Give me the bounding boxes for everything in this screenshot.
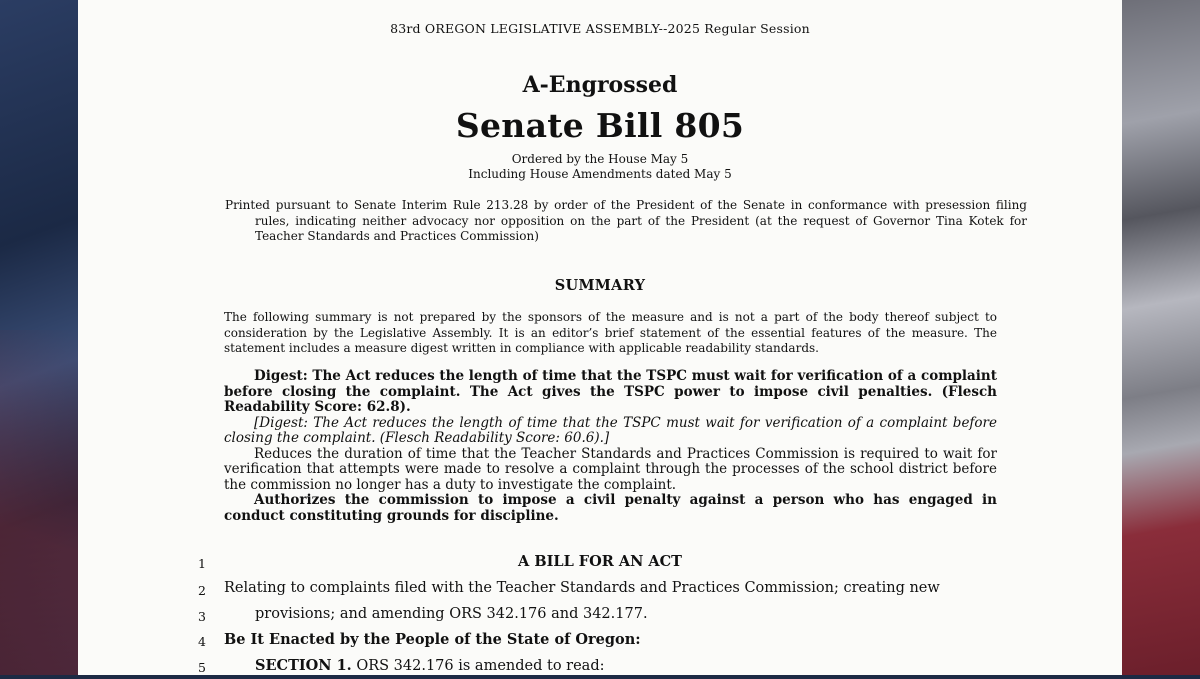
engrossed-label: A-Engrossed bbox=[522, 72, 678, 98]
summary-intro: The following summary is not prepared by the sponsors of the measure and is not a part of the body thereof subject to consideration by the Legislative Assembly. It is an editor’s brief statement of the essential features of the measure. The statement includes a measure digest written in compliance with applicable readability standards. bbox=[224, 310, 997, 355]
digest-old: [Digest: The Act reduces the length of time that the TSPC must wait for verification of a complaint before closing the complaint. (Flesch Readability Score: 60.6).] bbox=[224, 414, 997, 446]
authorizes-paragraph: Authorizes the commission to impose a civil penalty against a person who has engaged in conduct constituting grounds for discipline. bbox=[224, 492, 997, 524]
session-header: 83rd OREGON LEGISLATIVE ASSEMBLY--2025 Regular Session bbox=[390, 21, 810, 36]
relating-line: Relating to complaints filed with the Teacher Standards and Practices Commission; creating new bbox=[224, 580, 940, 596]
line-number: 2 bbox=[198, 583, 206, 598]
line-number: 4 bbox=[198, 634, 206, 649]
background-left-panel bbox=[0, 0, 80, 675]
document-page bbox=[78, 0, 1122, 675]
ordered-line: Ordered by the House May 5 bbox=[511, 152, 689, 166]
amendments-line: Including House Amendments dated May 5 bbox=[468, 167, 732, 181]
section-text: ORS 342.176 is amended to read: bbox=[351, 658, 605, 674]
bill-line bbox=[78, 553, 1122, 575]
reduces-paragraph: Reduces the duration of time that the Teacher Standards and Practices Commission is required to wait for verification that attempts were made to resolve a complaint through the processes of the school district before the commission no longer has a duty to investigate the complaint. bbox=[224, 445, 997, 493]
line-number: 5 bbox=[198, 660, 206, 675]
bill-line bbox=[78, 631, 1122, 653]
enacting-clause: Be It Enacted by the People of the State of Oregon: bbox=[224, 631, 641, 648]
ordered-info bbox=[78, 152, 1122, 182]
section-label: SECTION 1. bbox=[255, 657, 352, 674]
printed-pursuant-paragraph: Printed pursuant to Senate Interim Rule 213.28 by order of the President of the Senate in conformance with presession filing rules, indicating neither advocacy nor opposition on the part of the President (at the request of Governor Tina Kotek for Teacher Standards and Practices Commission) bbox=[225, 198, 1027, 243]
bill-line bbox=[78, 580, 1122, 602]
bill-title: Senate Bill 805 bbox=[455, 106, 745, 145]
background-right-panel bbox=[1122, 0, 1200, 675]
section-1-line bbox=[255, 657, 605, 674]
bill-for-an-act: A BILL FOR AN ACT bbox=[518, 553, 682, 570]
digest-new: Digest: The Act reduces the length of time that the TSPC must wait for verification of a complaint before closing the complaint. The Act gives the TSPC power to impose civil penalties. (Flesch Readability Score: 62.8). bbox=[224, 368, 997, 415]
provisions-line: provisions; and amending ORS 342.176 and 342.177. bbox=[255, 606, 648, 622]
summary-heading: SUMMARY bbox=[554, 277, 646, 294]
bill-line bbox=[78, 606, 1122, 628]
line-number: 1 bbox=[198, 556, 206, 571]
bill-line bbox=[78, 657, 1122, 679]
digest-block bbox=[224, 369, 997, 524]
line-number: 3 bbox=[198, 609, 206, 624]
